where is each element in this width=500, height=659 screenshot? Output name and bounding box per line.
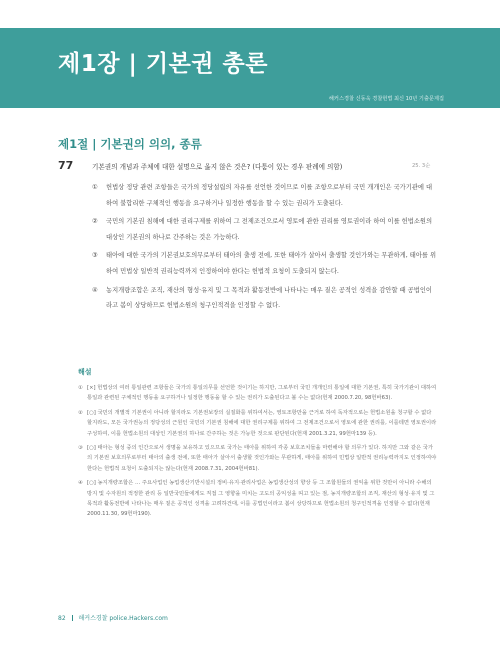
- footer-url[interactable]: police.Hackers.com: [109, 615, 168, 622]
- choice-text: 태아에 대한 국가의 기본권보호의무로부터 태아의 출생 전에, 또한 태아가 살아서 출생할 것인가와는 무관하게, 태아를 위하여 민법상 일반적 권리능력까지 인정하여야 한다는 헌법적 요청이 도출되지 않는다.: [106, 252, 437, 275]
- answer-item-2: [78, 408, 438, 439]
- answer-text: [○] 태아는 형성 중의 인간으로서 생명을 보유하고 있으므로 국가는 태아를 위하여 각종 보호조치들을 마련해야 할 의무가 있다. 하지만 그와 같은 국가의 기본권 보호의무로부터 태아의 출생 전에, 또한 태아가 살아서 출생할 것인가와는 무관하게, 태아를 위하여 민법상 일반적 권리능력까지도 인정하여야 한다는 헌법적 요청이 도출되지는 않는다(헌재 2008.7.31, 2004헌바81).: [87, 445, 437, 472]
- page-footer: [58, 613, 168, 622]
- choice-mark: ①: [92, 184, 98, 191]
- choice-mark: ④: [92, 286, 98, 294]
- chapter-title: 제1장 | 기본권 총론: [58, 51, 268, 77]
- choice-list: [92, 180, 437, 317]
- choice-text: 국민의 기본권 침해에 대한 권리구제를 위하여 그 전제조건으로서 영토에 관한 권리를 영토권이라 하여 이를 헌법소원의 대상인 기본권의 하나로 간주하는 것은 가능하다.: [106, 218, 433, 241]
- footer-divider: [72, 615, 73, 621]
- question-source: 25. 3순: [412, 163, 431, 169]
- answer-mark: ④: [78, 480, 83, 487]
- answer-item-3: [78, 443, 438, 474]
- choice-1[interactable]: [92, 180, 437, 211]
- book-subtitle: 해커스경찰 신동욱 경찰헌법 최신 10년 기출문제집: [328, 96, 444, 102]
- answer-text: [○] 농지개량조합은 … 주요사업인 농업생산기반시설의 정비·유지·관리사업은 농업생산성의 향상 등 그 조합원들의 권익을 위한 것만이 아니라 수해의 방지 및 수자원의 적정한 관리 등 일반국민들에게도 직접 그 영향을 미치는 고도의 공익성을 띠고 있는 점, 농지개량조합의 조직, 재산의 형성·유지 및 그 목적과 활동전반에 나타나는 매우 짙은 공적인 성격을 고려하건대, 이를 공법인이라고 봄이 상당하므로 헌법소원의 청구인적격을 인정할 수 없다(헌재 2000.11.30, 99헌마190).: [87, 480, 435, 518]
- answer-item-4: [78, 478, 438, 520]
- answer-text: [×] 헌법상의 여러 통일관련 조항들은 국가의 통일의무를 선언한 것이기는 하지만, 그로부터 국민 개개인의 통일에 대한 기본권, 특히 국가기관이 대하여 통일과 관련된 구체적인 행동을 요구하거나 일정한 행동을 할 수 있는 권리가 도출된다고 볼 수는 없다(헌재 2000.7.20, 98헌바63).: [87, 385, 437, 402]
- choice-3[interactable]: [92, 248, 437, 279]
- choice-mark: ③: [92, 252, 98, 260]
- answer-heading: 해설: [78, 368, 92, 376]
- question-text: 기본권의 개념과 주체에 대한 설명으로 옳지 않은 것은? (다툼이 있는 경우 판례에 의함): [92, 163, 343, 171]
- answer-text: [○] 국민의 개별적 기본권이 아니라 할지라도 기본권보장의 실질화를 위하여서는, 영토조항만을 근거로 하여 독자적으로는 헌법소원을 청구할 수 없다 할지라도, 모든 국가권능의 정당성의 근원인 국민의 기본권 침해에 대한 권리구제를 위하여 그 전제조건으로서 영토에 관한 권리를, 이를테면 영토권이라 구성하여, 이를 헌법소원의 대상인 기본권의 하나로 간주하는 것은 가능한 것으로 판단된다(헌재 2001.3.21, 99헌마139 등).: [87, 409, 437, 437]
- chapter-banner: [0, 28, 500, 108]
- page-number: 82: [58, 615, 66, 622]
- answer-mark: ③: [78, 445, 83, 452]
- answer-explanation: [78, 367, 438, 524]
- footer-brand: 해커스경찰: [78, 615, 108, 622]
- choice-text: 헌법상 정당 관련 조항들은 국가의 정당설립의 자유를 선언한 것이므로 이를 조항으로부터 국민 개개인은 국가기관에 대하여 불합리한 구체적인 행동을 요구하거나 일정한 행동을 할 수 있는 권리가 도출된다.: [106, 184, 433, 207]
- choice-text: 농지개량조합은 조직, 재산의 형성·유지 및 그 목적과 활동전반에 나타나는 매우 짙은 공적인 성격을 감안할 때 공법인이라고 봄이 상당하므로 헌법소원의 청구인적격을 인정할 수 없다.: [106, 286, 433, 310]
- choice-2[interactable]: [92, 214, 437, 245]
- answer-mark: ②: [78, 409, 83, 416]
- question-number: 77: [58, 159, 74, 172]
- answer-item-1: [78, 383, 438, 404]
- choice-mark: ②: [92, 218, 98, 226]
- section-title: 제1절 | 기본권의 의의, 종류: [58, 137, 202, 151]
- answer-mark: ①: [78, 385, 83, 391]
- choice-4[interactable]: [92, 283, 437, 314]
